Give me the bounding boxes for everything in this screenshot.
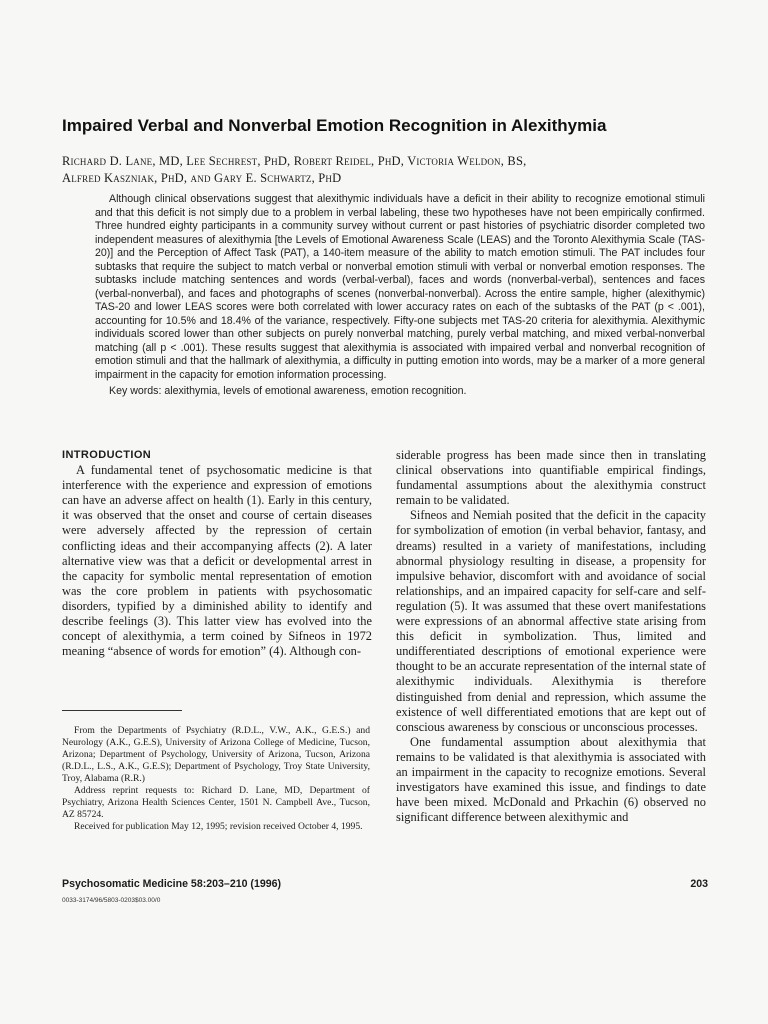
author-line: Richard D. Lane, MD, Lee Sechrest, PhD, Robert Reidel, PhD, Victoria Weldon, BS, [62,154,527,168]
section-heading-introduction: INTRODUCTION [62,449,152,461]
footnote-affiliations: From the Departments of Psychiatry (R.D.L., V.W., A.K., G.E.S.) and Neurology (A.K., G.E.S), University of Arizona College of Medicine, Tucson, Arizona; Department of Psychology, University of Arizona, Tucson, Arizona (R.D.L., L.S., A.K., G.E.S); Department of Psychology, Troy State University, Troy, Alabama (R.R.) [62,725,370,784]
page-number: 203 [690,878,708,890]
article-title: Impaired Verbal and Nonverbal Emotion Recognition in Alexithymia [62,116,607,135]
abstract [95,193,705,399]
journal-citation: Psychosomatic Medicine 58:203–210 (1996) [62,878,282,890]
body-paragraph: Sifneos and Nemiah posited that the deficit in the capacity for symbolization of emotion (in verbal behavior, fantasy, and dreams) resulted in a variety of manifestations, including abnormal physiology resulting in disease, a propensity for impulsive behavior, discomfort with and avoidance of social relationships, and an impaired capacity for self-care and self-regulation (5). It was assumed that these overt manifestations were expressions of an abnormal affective state arising from this deficit in symbolization. Thus, limited and undifferentiated descriptions of emotional experience were thought to be an accurate representation of the internal state of alexithymic individuals. Alexithymia is therefore distinguished from denial and repression, which assume the existence of well differentiated emotions that are kept out of conscious awareness by conscious or unconscious processes. [396,508,706,734]
footnote-divider [62,710,182,711]
body-paragraph: One fundamental assumption about alexithymia that remains to be validated is that alexithymia is associated with an impairment in the capacity to recognize emotions. Several investigators have examined this issue, and findings to date have been mixed. McDonald and Prkachin (6) observed no significant difference between alexithymic and [396,734,706,825]
footnotes [62,725,370,833]
body-paragraph: A fundamental tenet of psychosomatic medicine is that interference with the experience and expression of emotions can have an adverse affect on health (1). Early in this century, it was observed that the onset and course of certain diseases were adversely affected by the repression of certain conflicting ideas and their accompanying affects (2). A later alternative view was that a deficit or developmental arrest in the capacity for symbolic mental representation of emotion was the core problem in patients with psychosomatic disorders, typified by a diminished ability to identify and describe feelings (3). This latter view has evolved into the concept of alexithymia, a term coined by Sifneos in 1972 meaning “absence of words for emotion” (4). Although con- [62,463,372,659]
abstract-text: Although clinical observations suggest that alexithymic individuals have a deficit in their ability to recognize emotional stimuli and that this deficit is not simply due to a problem in verbal labeling, these two hypotheses have not been empirically confirmed. Three hundred eighty participants in a community survey without current or past histories of psychiatric disorder completed two independent measures of alexithymia [the Levels of Emotional Awareness Scale (LEAS) and the Toronto Alexithymia Scale (TAS-20)] and the Perception of Affect Task (PAT), a 140-item measure of the ability to match emotion stimuli. The PAT includes four subtasks that require the subject to match verbal or nonverbal emotion stimuli with verbal or nonverbal emotion responses. The subtasks include matching sentences and words (verbal-verbal), faces and words (nonverbal-verbal), sentences and faces (verbal-nonverbal), and faces and photographs of scenes (nonverbal-nonverbal). Across the entire sample, higher (alexithymic) TAS-20 and lower LEAS scores were both correlated with lower accuracy rates on each of the subtasks of the PAT (p < .001), accounting for 10.5% and 18.4% of the variance, respectively. Fifty-one subjects met TAS-20 criteria for alexithymia. Alexithymic individuals scored lower than other subjects on purely nonverbal matching, purely verbal matching, and mixed verbal-nonverbal matching (all p < .001). These results suggest that alexithymia is associated with impaired verbal and nonverbal recognition of emotion stimuli and that the hallmark of alexithymia, a difficulty in putting emotion into words, may be a marker of a more general impairment in the capacity for emotion information processing. [95,193,705,381]
right-column [396,448,706,825]
body-paragraph: siderable progress has been made since then in translating clinical observations into quantifiable empirical findings, fundamental assumptions about the alexithymia construct remain to be validated. [396,448,706,508]
author-line: Alfred Kaszniak, PhD, and Gary E. Schwartz, PhD [62,171,342,185]
left-column [62,448,372,659]
keywords: Key words: alexithymia, levels of emotional awareness, emotion recognition. [109,385,467,397]
footnote-received: Received for publication May 12, 1995; revision received October 4, 1995. [74,821,363,832]
footnote-reprint: Address reprint requests to: Richard D. Lane, MD, Department of Psychiatry, Arizona Health Sciences Center, 1501 N. Campbell Ave., Tucson, AZ 85724. [62,785,370,820]
publication-code: 0033-3174/96/5803-0203$03.00/0 [62,897,161,904]
author-list [62,153,722,187]
